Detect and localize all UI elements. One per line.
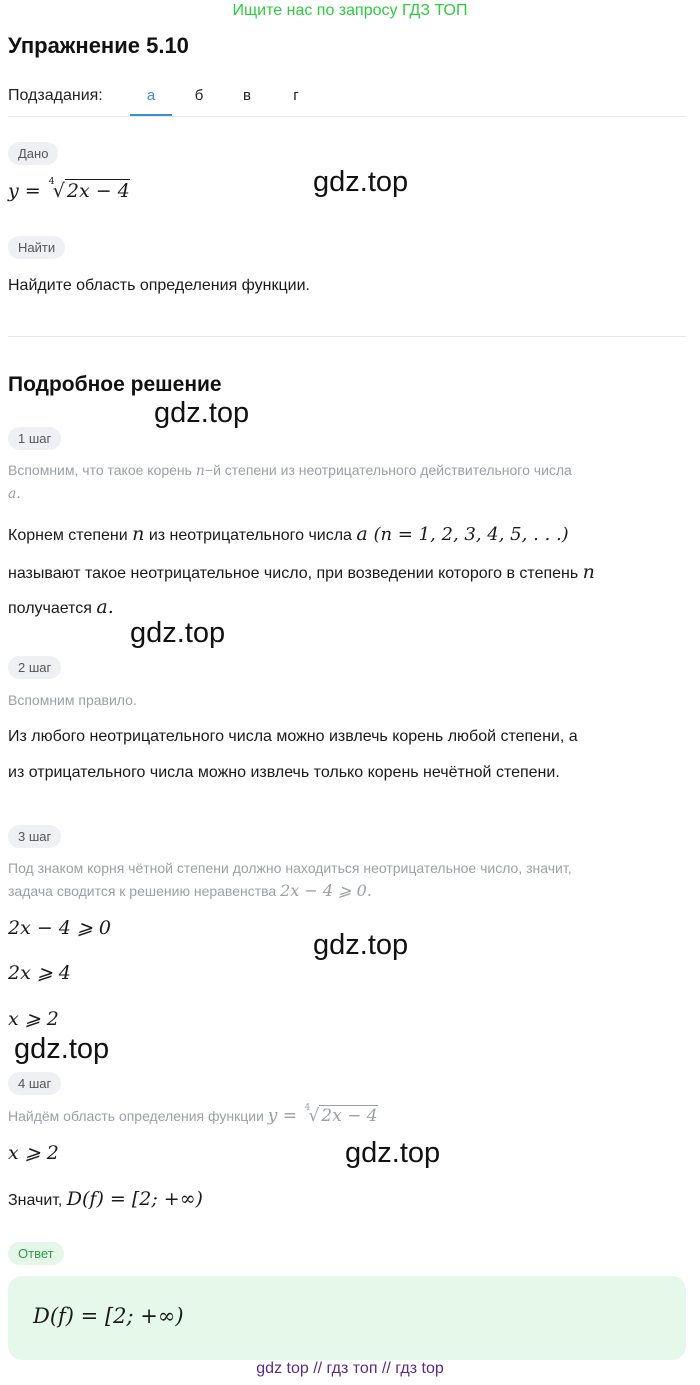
find-text: Найдите область определения функции. bbox=[8, 277, 310, 294]
step-4-badge: 4 шаг bbox=[8, 1072, 61, 1095]
answer-formula: D(f) = [2; +∞) bbox=[33, 1304, 184, 1328]
watermark: gdz.top bbox=[14, 1033, 110, 1065]
step-3-eq1: 2x − 4 ⩾ 0 bbox=[8, 917, 111, 939]
given-root: 4 √ 2x − 4 bbox=[48, 177, 130, 202]
section-divider bbox=[8, 336, 686, 337]
step-4-eq1: x ⩾ 2 bbox=[8, 1142, 59, 1164]
watermark: gdz.top bbox=[313, 929, 409, 961]
tab-g[interactable]: г bbox=[293, 87, 299, 104]
tab-v[interactable]: в bbox=[243, 87, 251, 104]
given-eq: = bbox=[24, 180, 41, 202]
watermark: gdz.top bbox=[345, 1137, 441, 1169]
step-1-line2: называют такое неотрицательное число, при возведении которого в степень n bbox=[8, 561, 595, 583]
step-3-eq3: x ⩾ 2 bbox=[8, 1008, 59, 1030]
step-1-hint-line2: a. bbox=[8, 486, 21, 502]
step-1-hint: Вспомним, что такое корень n−й степени из неотрицательного действительного числа bbox=[8, 462, 572, 479]
given-root-radicand: 2x − 4 bbox=[66, 180, 130, 202]
step-4-root: 4 √ 2x − 4 bbox=[304, 1103, 378, 1126]
solution-title: Подробное решение bbox=[8, 373, 222, 396]
given-badge: Дано bbox=[8, 142, 58, 165]
step-2-hint: Вспомним правило. bbox=[8, 692, 137, 708]
step-2-line2: из отрицательного числа можно извлечь только корень нечётной степени. bbox=[8, 764, 560, 781]
step-3-hint-line2: задача сводится к решению неравенства 2x − 4 ⩾ 0. bbox=[8, 881, 372, 900]
tabs-divider bbox=[8, 116, 686, 117]
tab-b[interactable]: б bbox=[194, 87, 204, 104]
top-banner: Ищите нас по запросу ГДЗ ТОП bbox=[232, 2, 468, 19]
step-1-badge: 1 шаг bbox=[8, 427, 61, 450]
answer-badge: Ответ bbox=[8, 1242, 64, 1265]
step-2-badge: 2 шаг bbox=[8, 656, 61, 679]
given-formula bbox=[8, 177, 130, 202]
tab-a[interactable]: а bbox=[146, 87, 156, 104]
given-lhs: y bbox=[8, 180, 19, 202]
watermark: gdz.top bbox=[313, 166, 409, 198]
watermark: gdz.top bbox=[154, 397, 250, 429]
find-badge: Найти bbox=[8, 236, 65, 259]
subtasks-label: Подзадания: bbox=[8, 87, 103, 104]
footer-links[interactable]: gdz top // гдз топ // гдз top bbox=[256, 1360, 444, 1377]
step-3-badge: 3 шаг bbox=[8, 825, 61, 848]
step-3-eq2: 2x ⩾ 4 bbox=[8, 962, 71, 984]
page-title: Упражнение 5.10 bbox=[8, 33, 189, 58]
step-4-hint: Найдём область определения функции y = 4 √ 2x − 4 bbox=[8, 1103, 378, 1126]
step-4-conclusion: Значит, D(f) = [2; +∞) bbox=[8, 1188, 203, 1210]
step-1-line1: Корнем степени n из неотрицательного числа a (n = 1, 2, 3, 4, 5, . . .) bbox=[8, 523, 569, 545]
step-3-hint-line1: Под знаком корня чётной степени должно находиться неотрицательное число, значит, bbox=[8, 860, 572, 876]
step-1-line3: получается a. bbox=[8, 596, 114, 618]
step-2-line1: Из любого неотрицательного числа можно извлечь корень любой степени, а bbox=[8, 728, 578, 745]
given-root-index: 4 bbox=[48, 177, 55, 187]
watermark: gdz.top bbox=[130, 617, 226, 649]
